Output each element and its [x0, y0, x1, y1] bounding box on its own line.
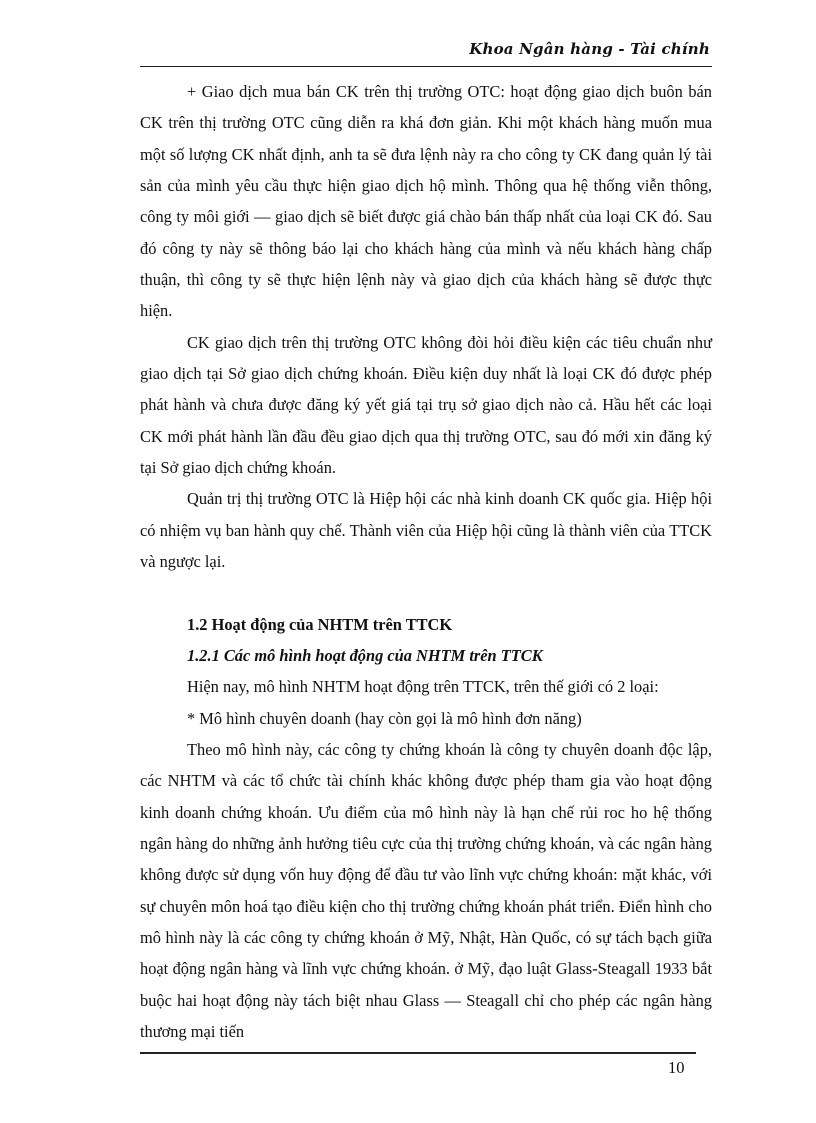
footer-rule	[140, 1052, 696, 1054]
section-heading: 1.2 Hoạt động của NHTM trên TTCK	[187, 614, 453, 634]
paragraph-otc-management: Quản trị thị trường OTC là Hiệp hội các nhà kinh doanh CK quốc gia. Hiệp hội có nhiệm vụ ban hành quy chế. Thành viên của Hiệp hội cũng là thành viên của TTCK và ngược lại.	[140, 489, 712, 572]
subsection-heading: 1.2.1 Các mô hình hoạt động của NHTM trên TTCK	[187, 645, 543, 665]
page-content	[140, 76, 712, 1047]
header-rule	[140, 66, 712, 67]
paragraph-models-intro: Hiện nay, mô hình NHTM hoạt động trên TTCK, trên thế giới có 2 loại:	[187, 677, 659, 697]
section-spacer	[140, 578, 712, 609]
paragraph-otc-trading: + Giao dịch mua bán CK trên thị trường OTC: hoạt động giao dịch buôn bán CK trên thị trường OTC cũng diễn ra khá đơn giản. Khi một khách hàng muốn mua một số lượng CK nhất định, anh ta sẽ đưa lệnh này ra cho công ty CK đang quản lý tài sản của mình yêu cầu thực hiện giao dịch hộ mình. Thông qua hệ thống viễn thông, công ty môi giới — giao dịch sẽ biết được giá chào bán thấp nhất của loại CK đó. Sau đó công ty này sẽ thông báo lại cho khách hàng của mình và nếu khách hàng chấp thuận, thì công ty sẽ thực hiện lệnh này và giao dịch của khách hàng sẽ được thực hiện.	[140, 82, 712, 321]
paragraph-specialized-detail: Theo mô hình này, các công ty chứng khoán là công ty chuyên doanh độc lập, các NHTM và các tổ chức tài chính khác không được phép tham gia vào hoạt động kinh doanh chứng khoán. Ưu điểm của mô hình này là hạn chế rủi roc ho hệ thống ngân hàng do những ảnh hưởng tiêu cực của thị trường chứng khoán, và các ngân hàng không được sử dụng vốn huy động để đầu tư vào lĩnh vực chứng khoán: mặt khác, với sự chuyên môn hoá tạo điều kiện cho thị trường chứng khoán phát triển. Điển hình cho mô hình này là các công ty chứng khoán ở Mỹ, Nhật, Hàn Quốc, có sự tách bạch giữa hoạt động ngân hàng và lĩnh vực chứng khoán. ở Mỹ, đạo luật Glass-Steagall 1933 bắt buộc hai hoạt động này tách biệt nhau Glass — Steagall chỉ cho phép các ngân hàng thương mại tiến	[140, 739, 712, 1041]
paragraph-specialized-model: * Mô hình chuyên doanh (hay còn gọi là mô hình đơn năng)	[187, 708, 582, 728]
page-number: 10	[668, 1058, 685, 1077]
page-header: Khoa Ngân hàng - Tài chính	[469, 40, 710, 58]
paragraph-otc-requirements: CK giao dịch trên thị trường OTC không đòi hỏi điều kiện các tiêu chuẩn như giao dịch tại Sở giao dịch chứng khoán. Điều kiện duy nhất là loại CK đó được phép phát hành và chưa được đăng ký yết giá tại trụ sở giao dịch nào cả. Hầu hết các loại CK mới phát hành lần đầu đều giao dịch qua thị trường OTC, sau đó mới xin đăng ký tại Sở giao dịch chứng khoán.	[140, 332, 712, 478]
